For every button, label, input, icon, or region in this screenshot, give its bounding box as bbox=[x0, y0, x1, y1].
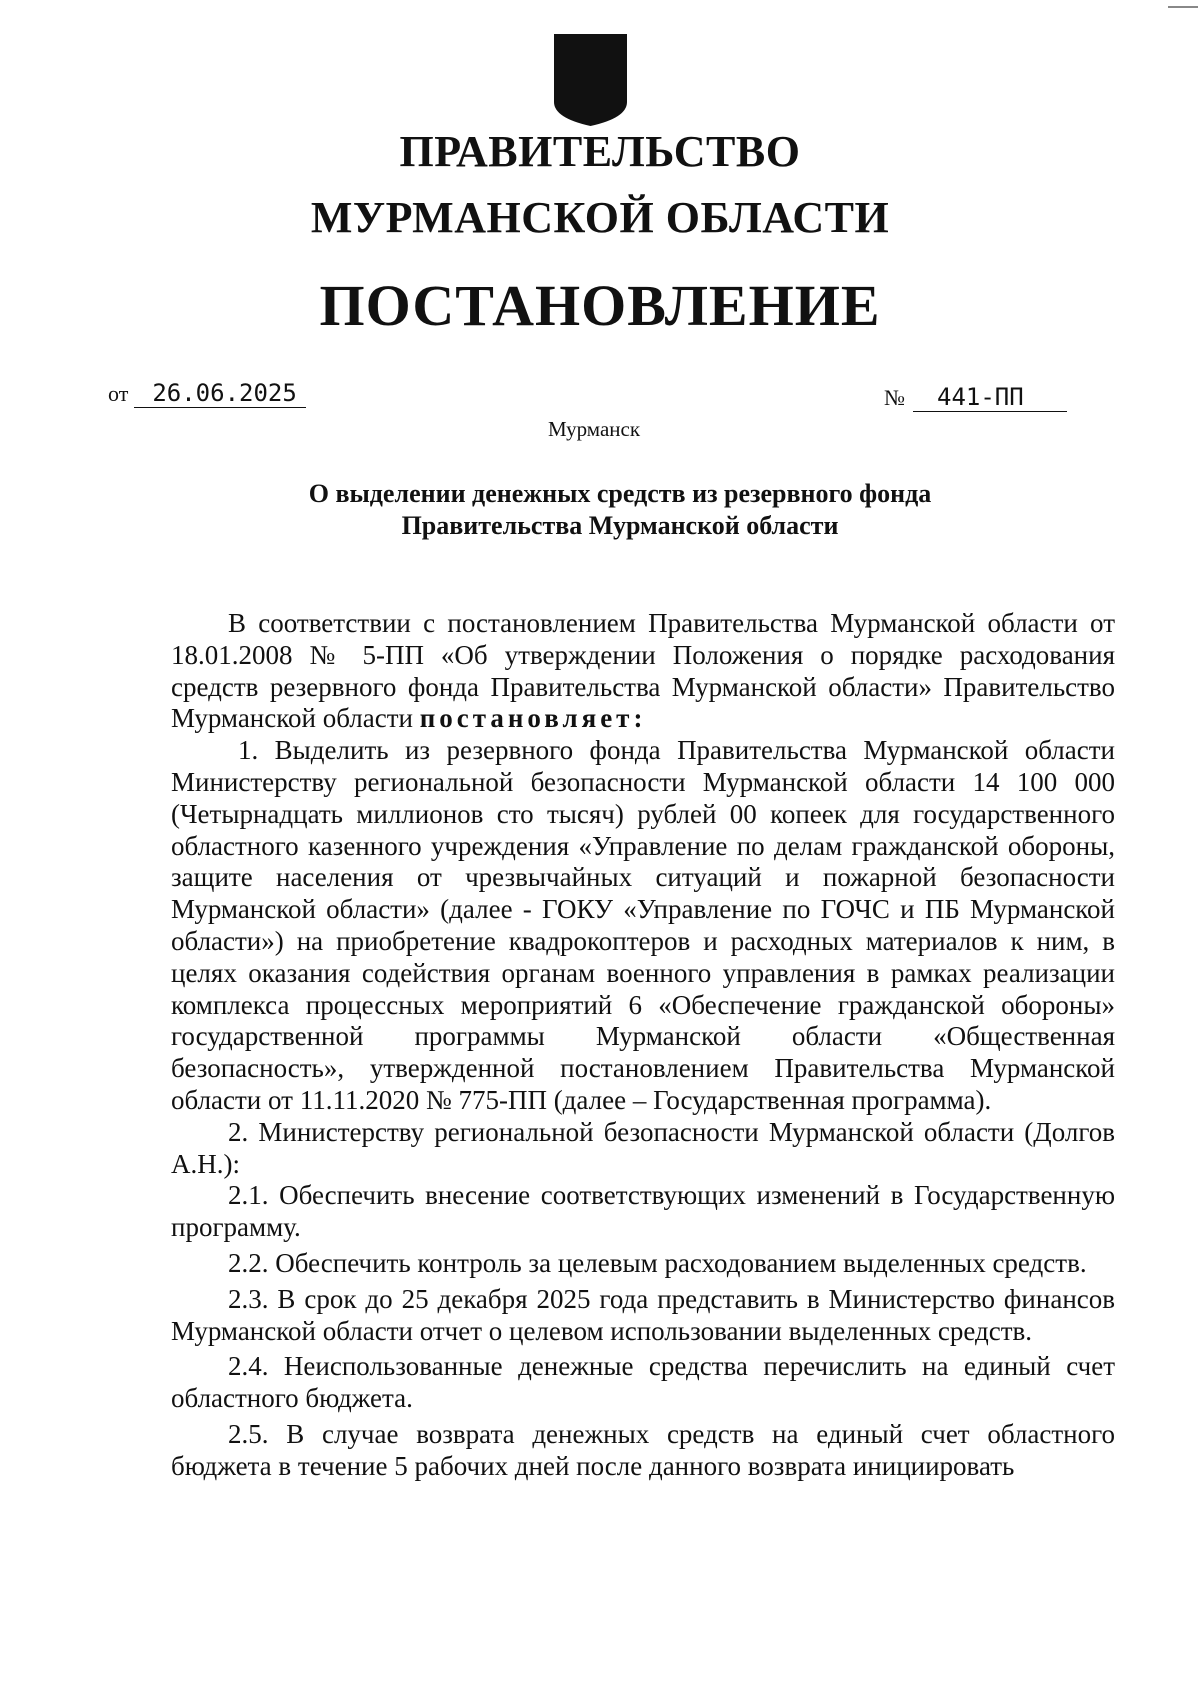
preamble-text: В соответствии с постановлением Правительства Мурманской области от 18.01.2008 № 5-ПП «Об утверждении Положения о порядке расходования средств резервного фонда Правительства Мурманской области» Правительство Мурманской области bbox=[171, 608, 1115, 734]
paragraph-2-1: 2.1. Обеспечить внесение соответствующих изменений в Государственную программу. bbox=[171, 1180, 1115, 1243]
document-body bbox=[171, 608, 1115, 1483]
scan-edge-mark bbox=[1168, 6, 1198, 8]
paragraph-2-5: 2.5. В случае возврата денежных средств на единый счет областного бюджета в течение 5 рабочих дней после данного возврата инициировать bbox=[171, 1418, 1115, 1481]
document-subject bbox=[250, 478, 990, 542]
number-value: 441-ПП bbox=[913, 384, 1067, 412]
paragraph-2-2: 2.2. Обеспечить контроль за целевым расходованием выделенных средств. bbox=[228, 1247, 1087, 1278]
preamble-paragraph bbox=[171, 608, 1115, 735]
paragraph-2: 2. Министерству региональной безопасности Мурманской области (Долгов А.Н.): bbox=[171, 1116, 1115, 1179]
preamble-action: постановляет: bbox=[419, 703, 647, 734]
document-type-title: ПОСТАНОВЛЕНИЕ bbox=[319, 273, 881, 338]
city-name: Мурманск bbox=[547, 417, 641, 441]
government-title-line2: МУРМАНСКОЙ ОБЛАСТИ bbox=[310, 193, 890, 242]
government-title-line1: ПРАВИТЕЛЬСТВО bbox=[399, 127, 801, 176]
document-date bbox=[108, 380, 306, 408]
date-value: 26.06.2025 bbox=[134, 380, 306, 408]
subject-line2: Правительства Мурманской области bbox=[401, 511, 839, 540]
document-number bbox=[884, 384, 1067, 412]
subject-line1: О выделении денежных средств из резервного фонда bbox=[308, 479, 932, 508]
coat-of-arms-icon bbox=[552, 32, 629, 128]
date-label: от bbox=[108, 381, 129, 406]
paragraph-2-3: 2.3. В срок до 25 декабря 2025 года представить в Министерство финансов Мурманской области отчет о целевом использовании выделенных средств. bbox=[171, 1283, 1115, 1346]
paragraph-2-4: 2.4. Неиспользованные денежные средства перечислить на единый счет областного бюджета. bbox=[171, 1351, 1115, 1414]
paragraph-1: 1. Выделить из резервного фонда Правительства Мурманской области Министерству региональной безопасности Мурманской области 14 100 000 (Четырнадцать миллионов сто тысяч) рублей 00 копеек для государственного областного казенного учреждения «Управление по делам гражданской обороны, защите населения от чрезвычайных ситуаций и пожарной безопасности Мурманской области» (далее - ГОКУ «Управление по ГОЧС и ПБ Мурманской области») на приобретение квадрокоптеров и расходных материалов к ним, в целях оказания содействия органам военного управления в рамках реализации комплекса процессных мероприятий 6 «Обеспечение гражданской обороны» государственной программы Мурманской области «Общественная безопасность», утвержденной постановлением Правительства Мурманской области от 11.11.2020 № 775-ПП (далее – Государственная программа). bbox=[171, 735, 1115, 1115]
document-city bbox=[0, 416, 1200, 442]
number-label: № bbox=[884, 385, 905, 410]
